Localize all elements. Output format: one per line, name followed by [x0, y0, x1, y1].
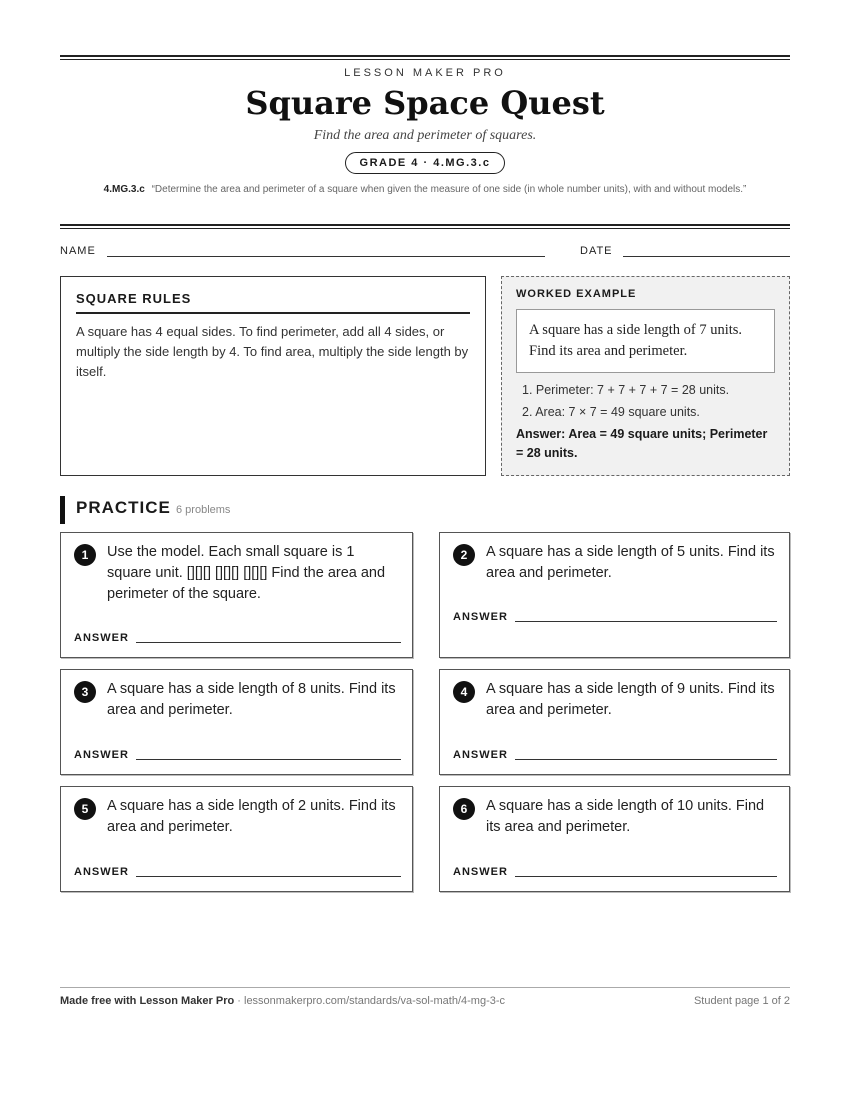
rules-title: SQUARE RULES: [76, 291, 470, 314]
name-field[interactable]: [107, 256, 545, 257]
page-footer: [60, 995, 790, 1007]
name-label: NAME: [60, 245, 96, 257]
answer-field-2[interactable]: [515, 621, 777, 622]
problem-text: A square has a side length of 9 units. Find its area and perimeter.: [486, 681, 775, 718]
problem-card-5: [60, 786, 413, 892]
problem-text: Use the model. Each small square is 1 square unit. [][][] [][][] [][][] Find the area and perimeter of the square.: [107, 544, 386, 602]
problem-card-6: [439, 786, 790, 892]
problem-number-badge: 4: [453, 681, 475, 703]
example-question: A square has a side length of 7 units. Find its area and perimeter.: [516, 309, 775, 373]
answer-label: ANSWER: [74, 749, 129, 761]
square-rules-box: [60, 276, 486, 476]
standard-code: 4.MG.3.c: [103, 184, 145, 195]
problem-number-badge: 1: [74, 544, 96, 566]
name-date-row: [60, 245, 790, 261]
example-answer: Answer: Area = 49 square units; Perimeter = 28 units.: [516, 427, 768, 460]
footer-credit: Made free with Lesson Maker Pro: [60, 995, 235, 1007]
problem-number-badge: 6: [453, 798, 475, 820]
grade-badge-wrap: [60, 152, 790, 174]
example-step: 1. Perimeter: 7 + 7 + 7 + 7 = 28 units.: [522, 383, 730, 397]
rules-text: A square has 4 equal sides. To find perimeter, add all 4 sides, or multiply the side length by 4. To find area, multiply the side length by itself.: [76, 324, 469, 379]
answer-label: ANSWER: [74, 866, 129, 878]
standard-description: [70, 182, 780, 198]
problem-number-badge: 2: [453, 544, 475, 566]
problem-card-1: [60, 532, 413, 658]
worksheet-subtitle: Find the area and perimeter of squares.: [313, 128, 537, 143]
problem-number-badge: 3: [74, 681, 96, 703]
grade-badge: GRADE 4 · 4.MG.3.c: [345, 152, 506, 174]
problem-card-3: [60, 669, 413, 775]
footer-url[interactable]: · lessonmakerpro.com/standards/va-sol-math/4-mg-3-c: [234, 995, 506, 1007]
answer-field-4[interactable]: [515, 759, 777, 760]
worked-example-box: [501, 276, 790, 476]
problem-card-2: [439, 532, 790, 658]
problem-text: A square has a side length of 10 units. Find its area and perimeter.: [486, 798, 765, 835]
example-steps: [522, 379, 775, 423]
example-step: 2. Area: 7 × 7 = 49 square units.: [522, 405, 700, 419]
answer-label: ANSWER: [74, 632, 129, 644]
practice-accent-bar: [60, 496, 65, 524]
footer-divider: [60, 987, 790, 988]
answer-field-3[interactable]: [136, 759, 401, 760]
standard-text: “Determine the area and perimeter of a square when given the measure of one side (in whole number units), with and without models.”: [151, 184, 747, 195]
problem-count: 6 problems: [176, 504, 231, 516]
answer-label: ANSWER: [453, 611, 508, 623]
brand-name: LESSON MAKER PRO: [344, 67, 506, 79]
answer-field-6[interactable]: [515, 876, 777, 877]
answer-field-1[interactable]: [136, 642, 401, 643]
date-label: DATE: [580, 245, 613, 257]
header-bottom-divider: [60, 224, 790, 229]
answer-field-5[interactable]: [136, 876, 401, 877]
worksheet-title: Square Space Quest: [245, 84, 605, 122]
page-indicator: Student page 1 of 2: [693, 995, 790, 1007]
problem-number-badge: 5: [74, 798, 96, 820]
answer-label: ANSWER: [453, 866, 508, 878]
date-field[interactable]: [623, 256, 790, 257]
example-title: WORKED EXAMPLE: [516, 288, 637, 300]
answer-label: ANSWER: [453, 749, 508, 761]
problem-text: A square has a side length of 5 units. Find its area and perimeter.: [486, 544, 775, 581]
practice-title: PRACTICE: [76, 498, 171, 517]
problem-card-4: [439, 669, 790, 775]
top-divider: [60, 55, 790, 60]
problem-text: A square has a side length of 8 units. Find its area and perimeter.: [107, 681, 396, 718]
problem-text: A square has a side length of 2 units. Find its area and perimeter.: [107, 798, 396, 835]
